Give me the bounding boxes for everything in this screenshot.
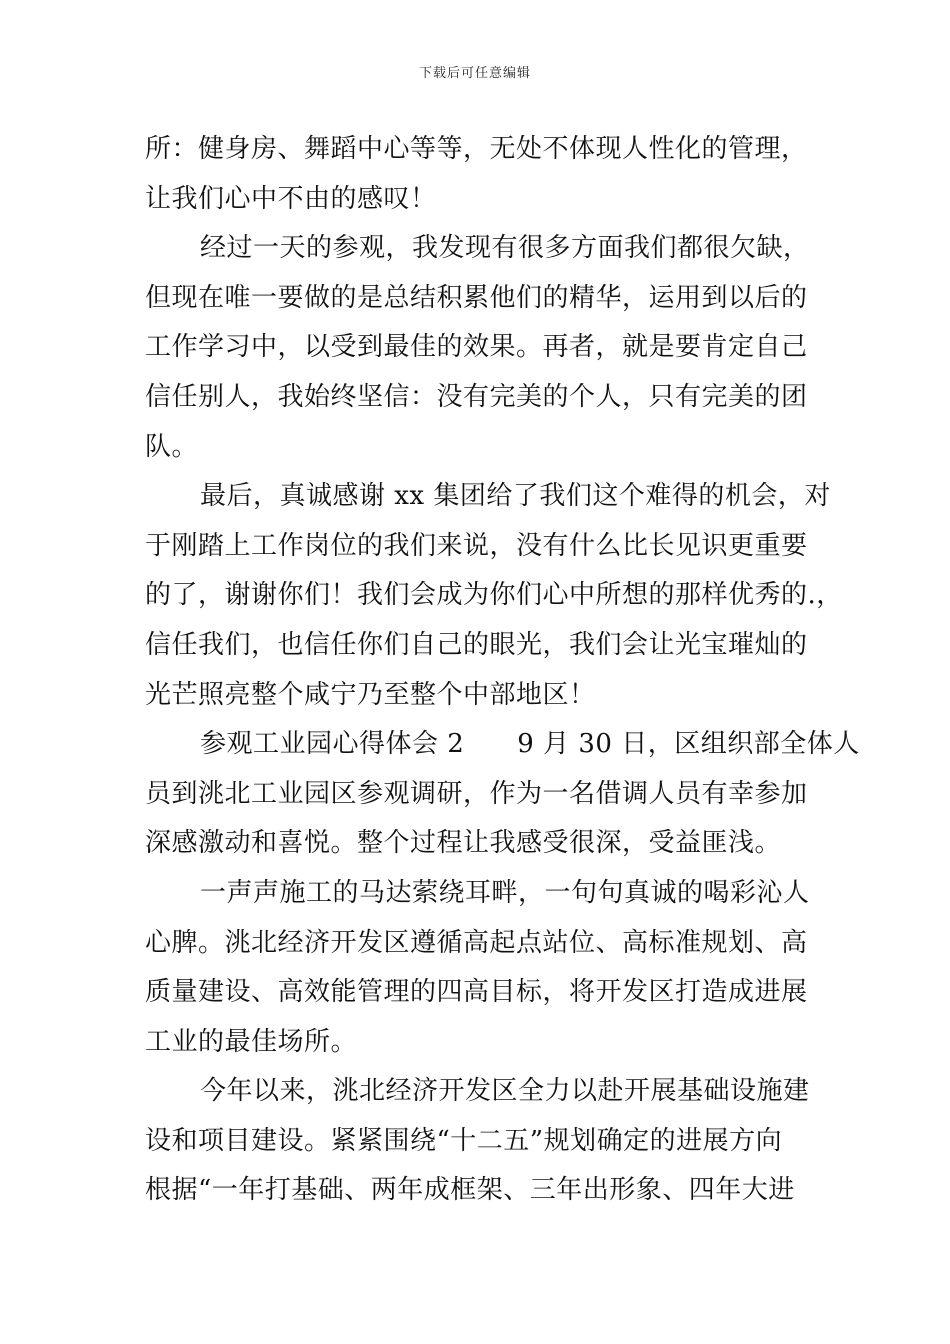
text-line: 让我们心中不由的感叹！: [145, 183, 437, 214]
text-line: 心脾。洮北经济开发区遵循高起点站位、高标准规划、高: [145, 927, 808, 958]
text-line: 信任别人，我始终坚信：没有完美的个人，只有完美的团: [145, 381, 808, 412]
text-line: 今年以来，洮北经济开发区全力以赴开展基础设施建: [200, 1076, 810, 1107]
text-line: 深感激动和喜悦。整个过程让我感受很深，受益匪浅。: [145, 828, 782, 859]
text-line: 一声声施工的马达萦绕耳畔，一句句真诚的喝彩沁人: [200, 877, 810, 908]
text-line: 于刚踏上工作岗位的我们来说，没有什么比长见识更重要: [145, 530, 808, 561]
text-line: 信任我们，也信任你们自己的眼光，我们会让光宝璀灿的: [145, 629, 808, 660]
text-line: 质量建设、高效能管理的四高目标，将开发区打造成进展: [145, 977, 808, 1008]
text-line: 所：健身房、舞蹈中心等等，无处不体现人性化的管理，: [145, 134, 808, 164]
page-header: 下载后可任意编辑: [418, 66, 531, 81]
text-line: 但现在唯一要做的是总结积累他们的精华，运用到以后的: [145, 282, 808, 313]
text-line: 经过一天的参观，我发现有很多方面我们都很欠缺，: [200, 233, 810, 264]
text-line: 队。: [145, 431, 199, 462]
text-line: 的了，谢谢你们！我们会成为你们心中所想的那样优秀的.，: [145, 580, 843, 611]
text-line: 参观工业园心得体会 2 9 月 30 日，区组织部全体人: [200, 729, 860, 760]
text-line: 设和项目建设。紧紧围绕“十二五”规划确定的进展方向: [145, 1125, 783, 1156]
text-line: 根据“一年打基础、两年成框架、三年出形象、四年大进: [145, 1175, 795, 1206]
text-line: 员到洮北工业园区参观调研，作为一名借调人员有幸参加: [145, 778, 808, 809]
document-body: [145, 125, 860, 1216]
text-line: 工业的最佳场所。: [145, 1026, 358, 1057]
text-line: 光芒照亮整个咸宁乃至整个中部地区！: [145, 679, 596, 710]
text-line: 工作学习中，以受到最佳的效果。再者，就是要肯定自己: [145, 332, 808, 363]
text-line: 最后，真诚感谢 xx 集团给了我们这个难得的机会，对: [200, 481, 831, 512]
